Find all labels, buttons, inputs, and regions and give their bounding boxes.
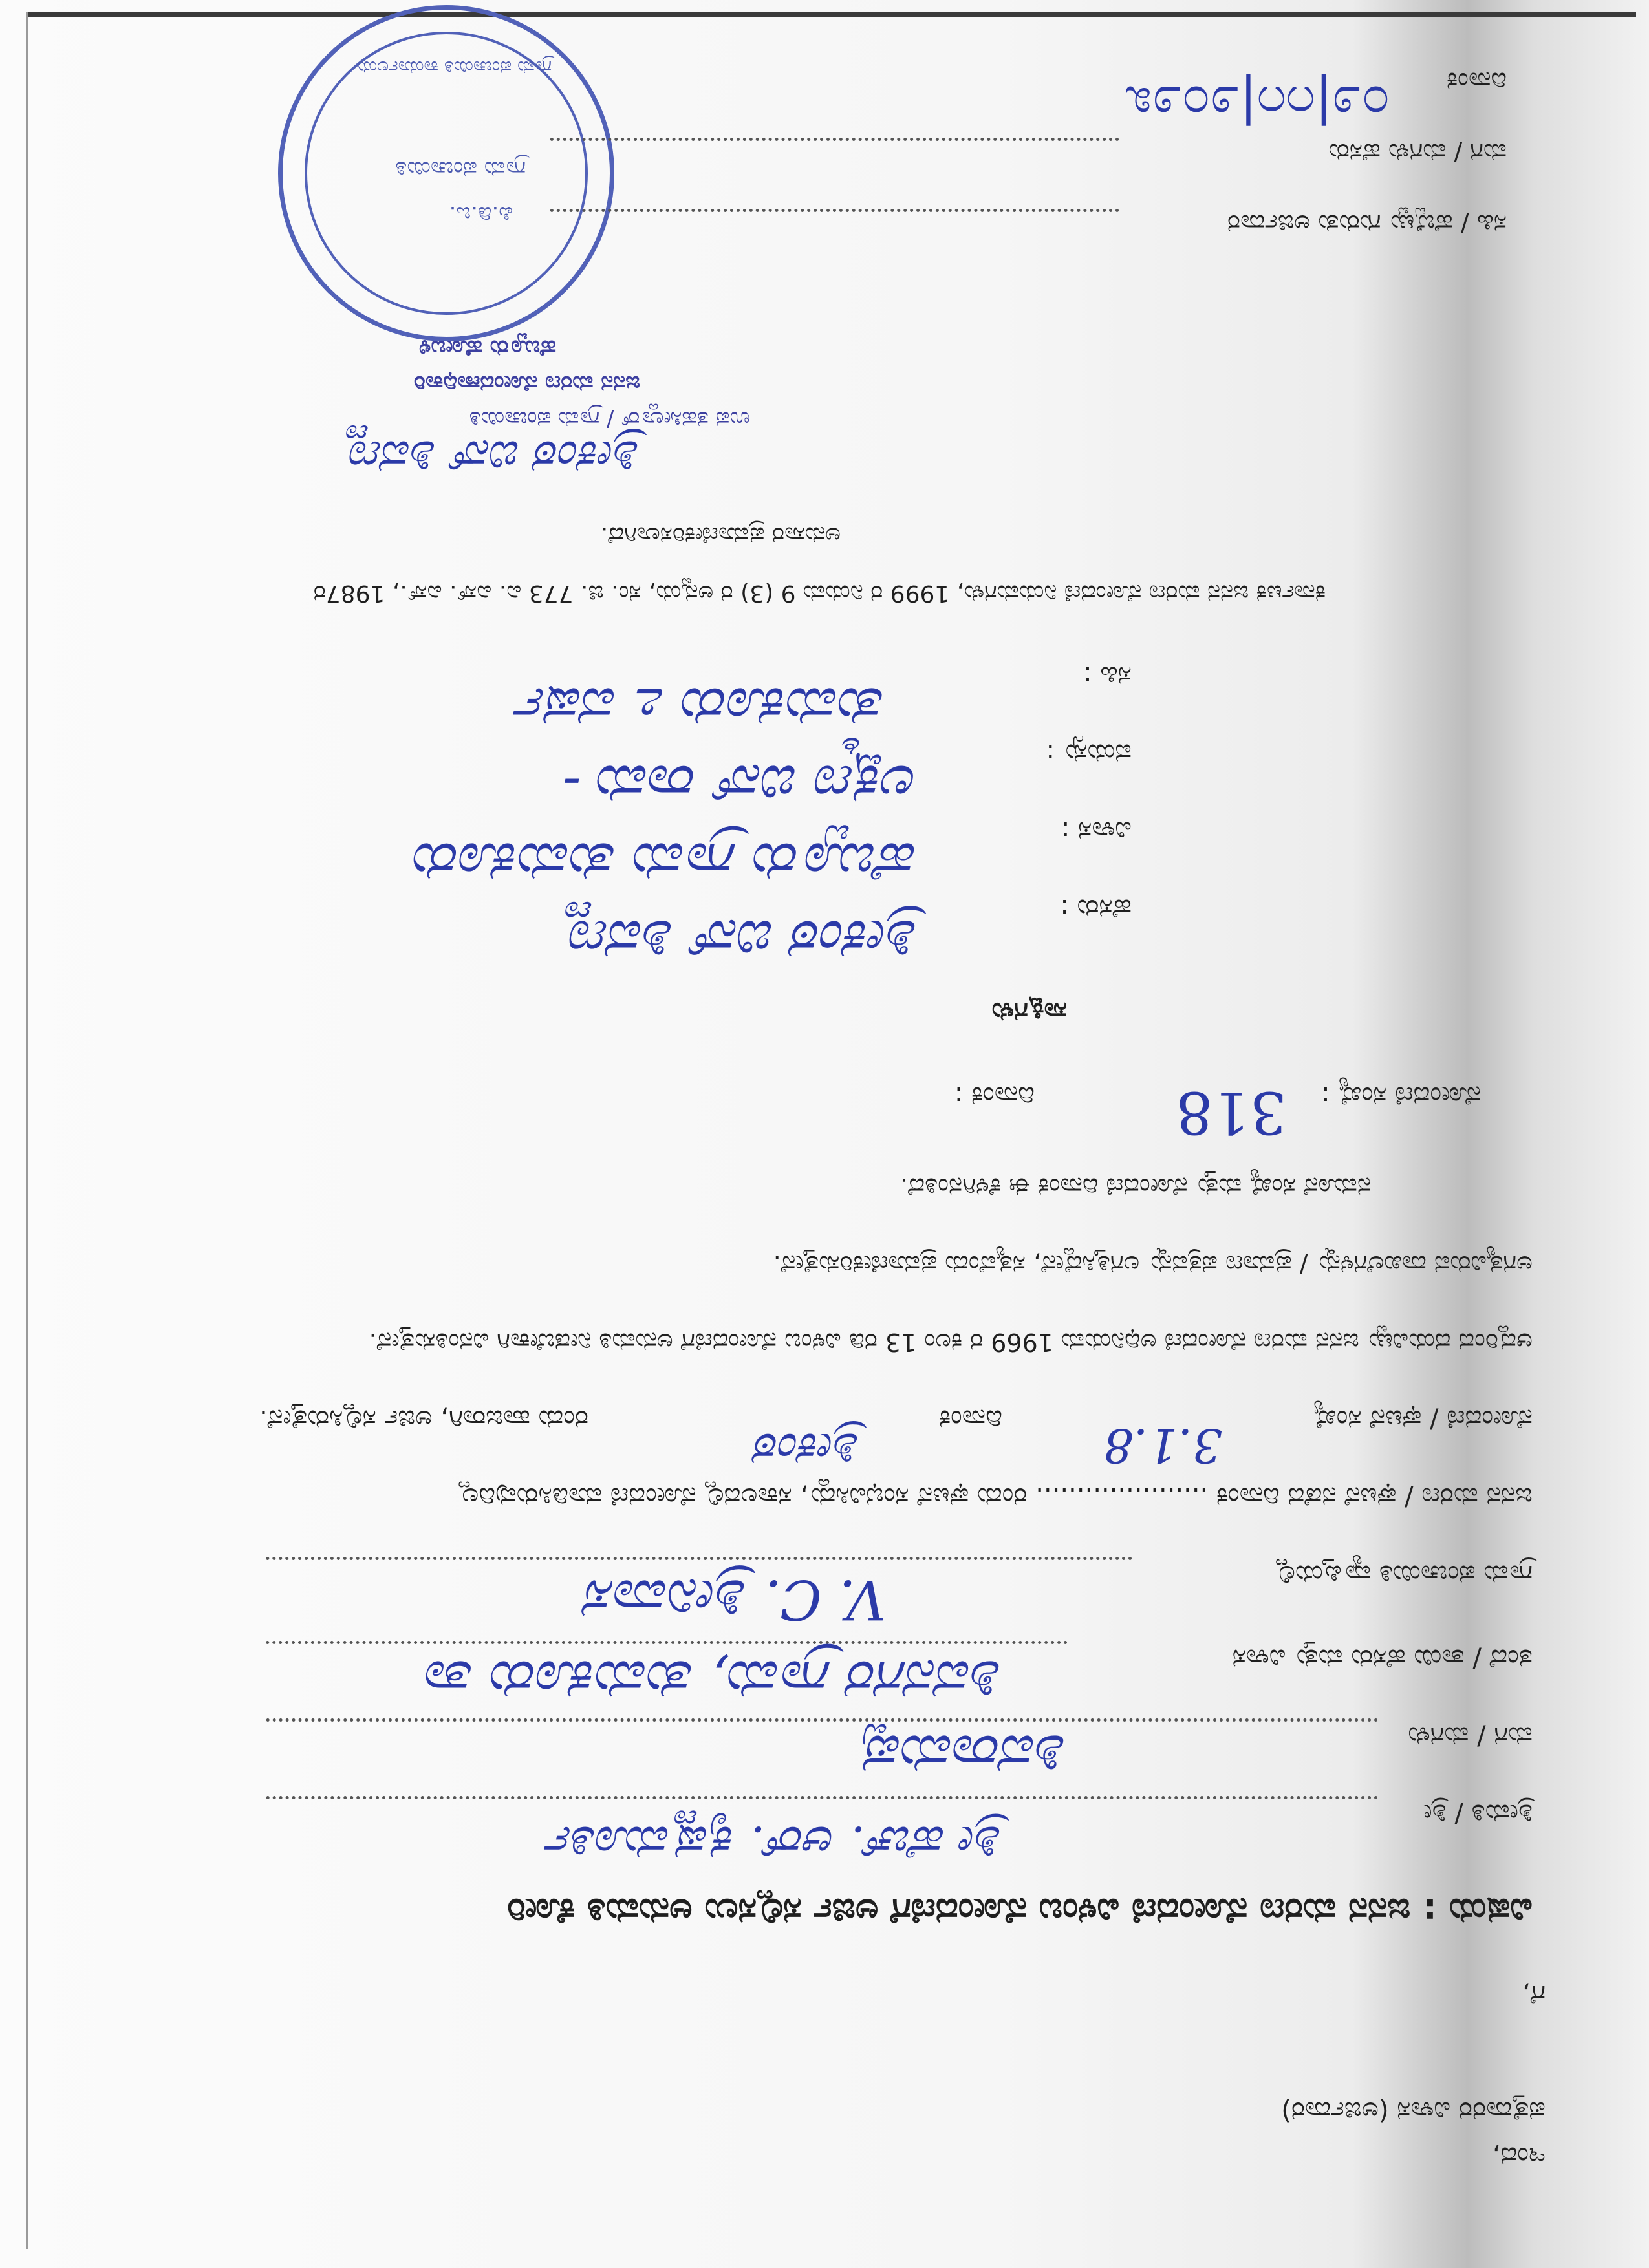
line6-tail: ರಂದು ಹಾಜರಾಗಿ, ಅರ್ಜಿ ಸಲ್ಲಿಸಿರುತ್ತೇನೆ. [259, 1404, 588, 1434]
relation-label: ಮಗ / ಮಗಳು [1408, 1721, 1533, 1751]
line6-date-label: ದಿನಾಂಕ [939, 1404, 1002, 1434]
line6-label: ನೋಂದಣಿ / ಘಟನೆ ಸಂಖ್ಯೆ [1313, 1404, 1533, 1434]
witness-label: ಸಹಿ : [1083, 661, 1132, 690]
footer-note: ಕರ್ನಾಟಕ ಜನನ ಮರಣ ನೋಂದಣಿ ನಿಯಮಗಳು, 1999 ರ ನಿಯಮ 9 (3) ರ ಅನ್ವಯ, ಸಂ. ಜಿ. 773 ಎ. ಎಸ್. ಎಸ್., 1987ರ [313, 580, 1326, 606]
witness-hand: ಲಕ್ಷ್ಮಣ ಬಿನ್ ರಾಮ - [563, 753, 918, 817]
name-label: ಶ್ರೀಮತಿ / ಶ್ರೀ [1423, 1799, 1533, 1828]
handwritten-number: 3.1.8 [1103, 1418, 1222, 1473]
dotted-line [550, 209, 1119, 212]
handwritten-officer: V. C. ಶ್ರೀನಿವಾಸ [587, 1568, 886, 1631]
witness-title: ಸಾಕ್ಷಿಗಳು [991, 997, 1067, 1027]
dotted-line [265, 1641, 1067, 1644]
handwritten-reg-no: 318 [1176, 1078, 1287, 1146]
line5-text: ಜನನ ಮರಣ / ಘಟನೆ ನಡೆದ ದಿನಾಂಕ ..................... ರಂದು ಘಟನೆ ಸಂಭವಿಸಿದ್ದು, ಸಕಾಲದಲ್ಲಿ ನೋಂದಣಿ ಮಾಡಿಸಿರುವುದಿಲ್ಲ [458, 1482, 1533, 1512]
dotted-line [265, 1796, 1377, 1799]
line3-label: ತಂದೆ / ತಾಯಿ ಹೆಸರು ಮತ್ತು ವಿಳಾಸ [1232, 1643, 1533, 1673]
bottom-sig-label-1: ಸಹಿ / ಹೆಬ್ಬೆಟ್ಟು ಗುರುತು ಅರ್ಜಿದಾರ [1227, 209, 1507, 238]
reg-date-label: ದಿನಾಂಕ : [954, 1081, 1035, 1111]
handwritten-signature: ಶ್ರೀಕಂಠ [755, 1423, 860, 1476]
seal-line-2: ಜನನ ಮರಣ ನೋಂದಣಾಧಿಕಾರಿ [413, 370, 640, 396]
bottom-sig-label-2: ಮಗ / ಮಗಳು ಹೆಸರು [1328, 138, 1507, 167]
subject: ವಿಷಯ : ಜನನ ಮರಣ ನೋಂದಣಿ ವಿಳಂಬ ನೋಂದಣಿಗೆ ಅರ್ಜಿ ಸಲ್ಲಿಸಲು ಅನುಮತಿ ಕೋರಿ [507, 1891, 1533, 1932]
witness-hand: ಹೆಬ್ಬೂರು ಗ್ರಾಮ ತುಮಕೂರು [415, 831, 918, 894]
witness-hand: ಶ್ರೀಕಂಠ ಬಿನ್ ಶಿವಣ್ಣ [563, 908, 918, 972]
handwritten-address: ಶಿವನಗರ ಗ್ರಾಮ, ತುಮಕೂರು ತಾ [427, 1649, 1002, 1712]
witness-label: ವಯಸ್ಸು : [1046, 738, 1132, 768]
paragraph-2: ಅಗತ್ಯವಿರುವ ದಾಖಲೆಗಳನ್ನು / ಪ್ರಮಾಣ ಪತ್ರವನ್ನು ಲಗತ್ತಿಸಿದ್ದೇನೆ, ಸತ್ಯವೆಂದು ಪ್ರಮಾಣೀಕರಿಸುತ್ತೇನೆ. [773, 1250, 1533, 1279]
stamp-center-1: ಪಿ.ಡಿ.ಒ. [449, 201, 513, 227]
dotted-line [550, 138, 1119, 141]
handwritten-name: ಶ್ರೀ ಹೆಚ್. ಆರ್. ಕೃಷ್ಣಮೂರ್ತಿ [548, 1816, 1002, 1870]
witness-label: ವಿಳಾಸ : [1061, 816, 1132, 846]
handwritten-relation: ಶಿವರಾಮಪ್ಪ [863, 1723, 1067, 1786]
officer-signature: ಶ್ರೀಕಂಠ ಬಿನ್ ಶಿವಣ್ಣ [344, 431, 640, 484]
header-intro: ಇಂದ, [1492, 2141, 1546, 2171]
round-stamp [278, 5, 614, 341]
line4-label: ಗ್ರಾಮ ಪಂಚಾಯಿತಿ ವ್ಯಾಪ್ತಿಯಲ್ಲಿ [1275, 1559, 1533, 1589]
footer-note-2: ಅನುಸಾರ ಪ್ರಮಾಣೀಕರಿಸಲಾಗಿದೆ. [600, 522, 841, 548]
witness-label: ಹೆಸರು : [1060, 893, 1132, 923]
witness-hand: ತುಮಕೂರು ೭ ವರ್ಷ [518, 676, 886, 739]
seal-line-3: ಹೆಬ್ಬೂರು ಹೋಬಳಿ [418, 335, 556, 361]
reg-no-label: ನೋಂದಣಿ ಸಂಖ್ಯೆ : [1321, 1081, 1481, 1111]
to-label: ಗೆ, [1522, 1980, 1546, 2009]
dotted-line [265, 1557, 1132, 1560]
stamp-center-2: ಗ್ರಾಮ ಪಂಚಾಯಿತಿ [395, 156, 526, 182]
dotted-line [265, 1718, 1377, 1722]
paragraph-3: ನಮೂನೆ ಸಂಖ್ಯೆ ಮತ್ತು ನೋಂದಣಿ ದಿನಾಂಕ ಈ ಕೆಳಗಿನಂತಿದೆ. [900, 1173, 1371, 1201]
bottom-date-label: ದಿನಾಂಕ [1446, 67, 1507, 96]
handwritten-date: ೦೨|೧೧|೨೦೨೩ [1123, 74, 1390, 134]
paragraph-1: ಆದ್ದರಿಂದ ದಯವಿಟ್ಟು ಜನನ ಮರಣ ನೋಂದಣಿ ಅಧಿನಿಯಮ 1969 ರ ಕಲಂ 13 ರಡಿ ವಿಳಂಬ ನೋಂದಣಿಗೆ ಅನುಮತಿ ನೀಡಬೇಕಾಗಿ ವಿನಂತಿಸುತ್ತೇನೆ. [369, 1328, 1533, 1356]
stamp-ring-text: ಗ್ರಾಮ ಪಂಚಾಯಿತಿ ಕಾರ್ಯಾಲಯ [358, 57, 552, 78]
header-sender: ಪತ್ತೆದಾರರ ವಿಳಾಸ (ಅರ್ಜಿದಾರ) [1281, 2096, 1546, 2126]
seal-line-1: ಉಪ ತಹಸೀಲ್ದಾರ್ / ಗ್ರಾಮ ಪಂಚಾಯಿತಿ [469, 406, 750, 432]
